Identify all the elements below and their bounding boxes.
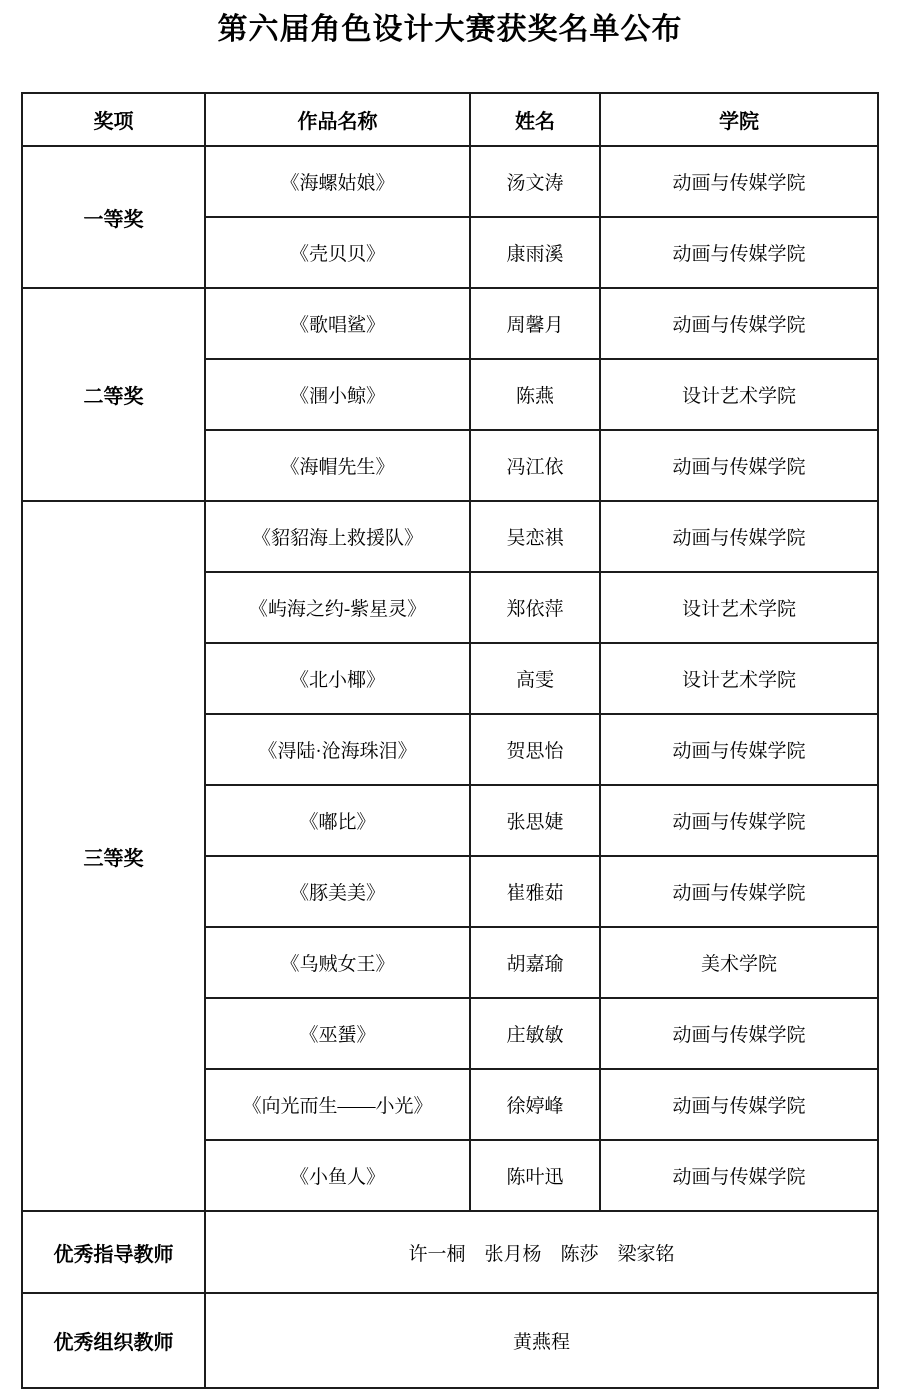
college-cell: 动画与传媒学院 — [600, 501, 878, 572]
college-cell: 动画与传媒学院 — [600, 146, 878, 217]
work-title-cell: 《向光而生——小光》 — [205, 1069, 470, 1140]
award-group-first-prize: 一等奖 — [22, 146, 205, 288]
work-title-cell: 《淂陆·沧海珠泪》 — [205, 714, 470, 785]
award-group-third-prize: 三等奖 — [22, 501, 205, 1211]
winner-name-cell: 周馨月 — [470, 288, 600, 359]
teacher-label-cell: 优秀组织教师 — [22, 1293, 205, 1388]
header-award: 奖项 — [22, 93, 205, 146]
award-group-second-prize: 二等奖 — [22, 288, 205, 501]
winner-name-cell: 张思婕 — [470, 785, 600, 856]
college-cell: 动画与传媒学院 — [600, 1140, 878, 1211]
winner-name-cell: 崔雅茹 — [470, 856, 600, 927]
college-cell: 动画与传媒学院 — [600, 288, 878, 359]
winner-name-cell: 康雨溪 — [470, 217, 600, 288]
table-header-row — [22, 93, 878, 146]
work-title-cell: 《歌唱鲨》 — [205, 288, 470, 359]
college-cell: 动画与传媒学院 — [600, 430, 878, 501]
college-cell: 动画与传媒学院 — [600, 785, 878, 856]
college-cell: 动画与传媒学院 — [600, 998, 878, 1069]
winner-name-cell: 吴恋祺 — [470, 501, 600, 572]
work-title-cell: 《屿海之约-紫星灵》 — [205, 572, 470, 643]
winner-name-cell: 贺思怡 — [470, 714, 600, 785]
winner-name-cell: 冯江依 — [470, 430, 600, 501]
table-row-organizing-teachers — [22, 1293, 878, 1388]
work-title-cell: 《海帽先生》 — [205, 430, 470, 501]
winner-name-cell: 郑依萍 — [470, 572, 600, 643]
winner-name-cell: 陈叶迅 — [470, 1140, 600, 1211]
table-row — [22, 146, 878, 217]
work-title-cell: 《海螺姑娘》 — [205, 146, 470, 217]
header-college: 学院 — [600, 93, 878, 146]
table-row — [22, 501, 878, 572]
college-cell: 设计艺术学院 — [600, 643, 878, 714]
winner-name-cell: 陈燕 — [470, 359, 600, 430]
winner-name-cell: 汤文涛 — [470, 146, 600, 217]
header-name: 姓名 — [470, 93, 600, 146]
awards-table — [21, 92, 879, 1389]
winner-name-cell: 胡嘉瑜 — [470, 927, 600, 998]
teacher-names-cell: 许一桐 张月杨 陈莎 梁家铭 — [205, 1211, 878, 1293]
work-title-cell: 《壳贝贝》 — [205, 217, 470, 288]
header-work: 作品名称 — [205, 93, 470, 146]
work-title-cell: 《乌贼女王》 — [205, 927, 470, 998]
teacher-names-cell: 黄燕程 — [205, 1293, 878, 1388]
college-cell: 动画与传媒学院 — [600, 1069, 878, 1140]
college-cell: 设计艺术学院 — [600, 572, 878, 643]
work-title-cell: 《小鱼人》 — [205, 1140, 470, 1211]
college-cell: 动画与传媒学院 — [600, 856, 878, 927]
work-title-cell: 《貂貂海上救援队》 — [205, 501, 470, 572]
page-title: 第六届角色设计大赛获奖名单公布 — [217, 13, 683, 46]
work-title-cell: 《豚美美》 — [205, 856, 470, 927]
table-row-guidance-teachers — [22, 1211, 878, 1293]
work-title-cell: 《巫蜑》 — [205, 998, 470, 1069]
work-title-cell: 《涠小鲸》 — [205, 359, 470, 430]
teacher-label-cell: 优秀指导教师 — [22, 1211, 205, 1293]
college-cell: 动画与传媒学院 — [600, 714, 878, 785]
winner-name-cell: 庄敏敏 — [470, 998, 600, 1069]
college-cell: 动画与传媒学院 — [600, 217, 878, 288]
work-title-cell: 《北小椰》 — [205, 643, 470, 714]
winner-name-cell: 高雯 — [470, 643, 600, 714]
college-cell: 美术学院 — [600, 927, 878, 998]
college-cell: 设计艺术学院 — [600, 359, 878, 430]
winner-name-cell: 徐婷峰 — [470, 1069, 600, 1140]
table-row — [22, 288, 878, 359]
work-title-cell: 《嘟比》 — [205, 785, 470, 856]
